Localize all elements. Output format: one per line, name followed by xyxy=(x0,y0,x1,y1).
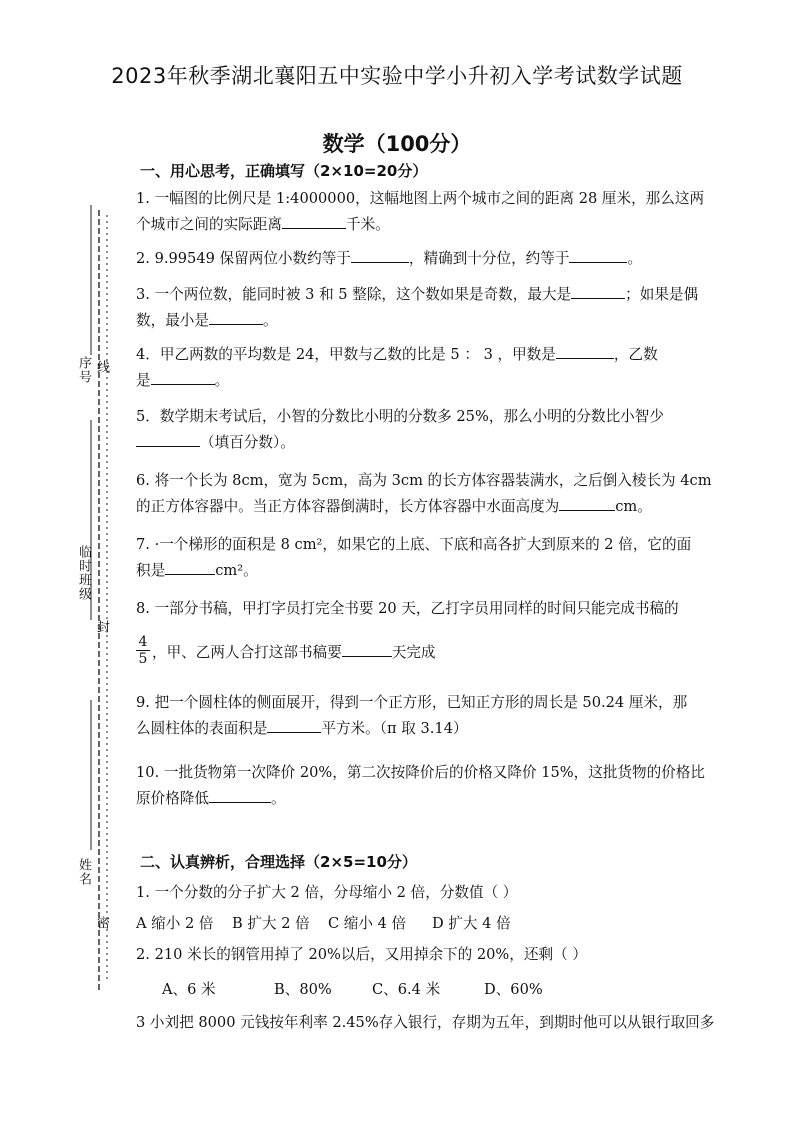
question-2-1-options xyxy=(136,912,511,933)
answer-blank[interactable] xyxy=(209,310,263,325)
answer-blank[interactable] xyxy=(136,432,200,447)
option-c[interactable]: C、6.4 米 xyxy=(372,981,441,998)
answer-blank[interactable] xyxy=(209,788,271,803)
seal-mark-line: 线 xyxy=(94,360,109,374)
name-underline xyxy=(86,700,96,850)
question-1-6: 6. 将一个长为 8cm，宽为 5cm，高为 3cm 的长方体容器装满水，之后倒入棱长为 4cm 的正方体容器中。当正方体容器倒满时，长方体容器中水面高度为 cm。 xyxy=(136,472,712,515)
option-d[interactable]: D、60% xyxy=(484,981,543,998)
question-2-3-stem: 3 小刘把 8000 元钱按年利率 2.45%存入银行，存期为五年，到期时他可以从银行取回多 xyxy=(136,1014,715,1031)
option-a[interactable]: A 缩小 2 倍 xyxy=(136,915,214,932)
answer-blank[interactable] xyxy=(342,642,392,657)
section2-heading: 二、认真辨析，合理选择（2×5=10分） xyxy=(140,853,417,871)
option-d[interactable]: D 扩大 4 倍 xyxy=(432,915,511,932)
seal-mark-secret: 密 xyxy=(94,916,109,930)
question-1-8-line1: 8. 一部分书稿，甲打字员打完全书要 20 天，乙打字员用同样的时间只能完成书稿的 xyxy=(136,600,679,617)
answer-blank[interactable] xyxy=(571,284,625,299)
question-1-10: 10. 一批货物第一次降价 20%，第二次按降价后的价格又降价 15%，这批货物的价格比 原价格降低 。 xyxy=(136,764,706,807)
exam-title: 2023年秋季湖北襄阳五中实验中学小升初入学考试数学试题 xyxy=(111,64,683,88)
question-1-4: 4．甲乙两数的平均数是 24，甲数与乙数的比是 5 ： 3 ，甲数是 ，乙数 是 。 xyxy=(136,346,658,389)
question-1-1 xyxy=(136,186,722,238)
option-b[interactable]: B 扩大 2 倍 xyxy=(232,915,310,932)
question-2-1-stem: 1. 一个分数的分子扩大 2 倍，分母缩小 2 倍，分数值（ ） xyxy=(136,884,518,901)
seal-mark-seal: 封 xyxy=(94,620,109,634)
seat-number-underline xyxy=(86,205,96,355)
fraction-four-fifths: $\frac{4}{5}$ xyxy=(136,634,150,667)
answer-blank[interactable] xyxy=(559,496,615,511)
class-label: 临时班级 xyxy=(76,545,91,601)
question-1-8-line2: ，甲、乙两人合打这部书稿要 天完成 xyxy=(152,644,436,661)
subject-heading: 数学（100分） xyxy=(322,132,472,156)
section1-heading: 一、用心思考，正确填写（2×10=20分） xyxy=(140,162,428,180)
answer-blank[interactable] xyxy=(151,370,215,385)
option-c[interactable]: C 缩小 4 倍 xyxy=(328,915,407,932)
answer-blank[interactable] xyxy=(556,344,614,359)
option-b[interactable]: B、80% xyxy=(274,981,332,998)
question-2-2-stem: 2. 210 米长的钢管用掉了 20%以后，又用掉余下的 20%，还剩（ ） xyxy=(136,946,587,963)
answer-blank[interactable] xyxy=(165,560,215,575)
question-1-9: 9. 把一个圆柱体的侧面展开，得到一个正方形，已知正方形的周长是 50.24 厘米，那 么圆柱体的表面积是 平方米。（π 取 3.14） xyxy=(136,694,688,737)
name-label: 姓名 xyxy=(76,858,91,886)
question-2-2-options xyxy=(162,978,543,999)
seat-number-label: 序号 xyxy=(76,356,91,384)
q1-line1: 1. 一幅图的比例尺是 1:4000000，这幅地图上两个城市之间的距离 28 厘米，那么这两 xyxy=(136,190,705,207)
question-1-2: 2. 9.99549 保留两位小数约等于 ，精确到十分位，约等于 。 xyxy=(136,250,643,267)
answer-blank[interactable] xyxy=(282,214,346,229)
question-1-7: 7. ·一个梯形的面积是 8 cm²，如果它的上底、下底和高各扩大到原来的 2 倍，它的面 积是 cm²。 xyxy=(136,536,692,579)
answer-blank[interactable] xyxy=(351,248,409,263)
q1-line2: 个城市之间的实际距离 千米。 xyxy=(136,216,390,233)
question-1-3: 3. 一个两位数，能同时被 3 和 5 整除，这个数如果是奇数，最大是 ；如果是偶 数，最小是 。 xyxy=(136,286,699,329)
option-a[interactable]: A、6 米 xyxy=(162,981,216,998)
answer-blank[interactable] xyxy=(267,718,321,733)
question-1-5: 5．数学期末考试后，小智的分数比小明的分数多 25%，那么小明的分数比小智少 （填百分数）。 xyxy=(136,408,664,451)
answer-blank[interactable] xyxy=(569,248,627,263)
